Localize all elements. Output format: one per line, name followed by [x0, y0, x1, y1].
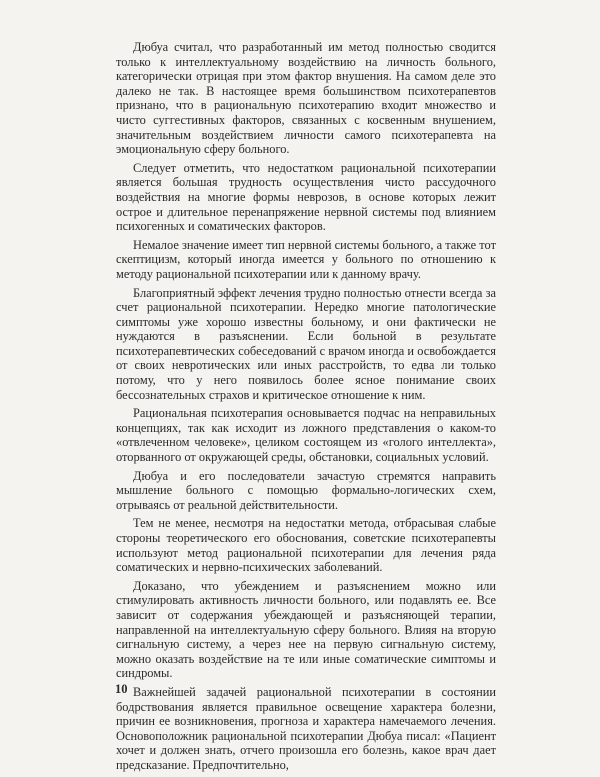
paragraph-7: Тем не менее, несмотря на недостатки метода, отбрасывая слабые стороны теоретического его обоснования, советские психотерапевты используют метод рациональной психотерапии для лечения ряда соматических и нервно-психических заболеваний.: [116, 516, 496, 575]
paragraph-2: Следует отметить, что недостатком рациональной психотерапии является большая трудность осуществления чисто рассудочного воздействия на многие формы неврозов, в основе которых лежит острое и длительное перенапряжение нервной системы под влиянием психогенных и соматических факторов.: [116, 160, 496, 234]
paragraph-9: Важнейшей задачей рациональной психотерапии в состоянии бодрствования является правильное освещение характера болезни, причин ее возникновения, прогноза и характера намечаемого лечения. Основоположник рациональной психотерапии Дюбуа писал: «Пациент хочет и должен знать, отчего произошла его болезнь, какое врач дает предсказание. Предпочтительно,: [116, 684, 496, 772]
paragraph-1: Дюбуа считал, что разработанный им метод полностью сводится только к интеллектуальному воздействию на личность больного, категорически отрицая при этом фактор внушения. На самом деле это далеко не так. В настоящее время большинством психотерапевтов признано, что в рациональную психотерапию входит множество и чисто суггестивных факторов, связанных с косвенным внушением, значительным воздействием личности самого психотерапевта на эмоциональную сферу больного.: [116, 40, 496, 157]
paragraph-5: Рациональная психотерапия основывается подчас на неправильных концепциях, так как исходит из ложного представления о каком-то «отвлеченном человеке», целиком состоящем из «голого интеллекта», оторванного от окружающей среды, обстановки, социальных условий.: [116, 406, 496, 465]
paragraph-8: Доказано, что убеждением и разъяснением можно или стимулировать активность личности больного, или подавлять ее. Все зависит от содержания убеждающей и разъясняющей терапии, направленной на интеллектуальную сферу больного. Влияя на вторую сигнальную систему, а через нее на первую сигнальную систему, можно оказать воздействие на те или иные соматические симптомы и синдромы.: [116, 578, 496, 681]
page-number: 10: [115, 682, 128, 696]
paragraph-6: Дюбуа и его последователи зачастую стремятся направить мышление больного с помощью формально-логических схем, отрываясь от реальной действительности.: [116, 468, 496, 512]
body-text: [116, 40, 496, 777]
paragraph-3: Немалое значение имеет тип нервной системы больного, а также тот скептицизм, который иногда имеется у больного по отношению к методу рациональной психотерапии или к данному врачу.: [116, 237, 496, 281]
paragraph-4: Благоприятный эффект лечения трудно полностью отнести всегда за счет рациональной психотерапии. Нередко многие патологические симптомы уже хорошо известны больному, и они фактически не нуждаются в разъяснении. Если больной в результате психотерапевтических собеседований с врачом иногда и освобождается от своих невротических или иных расстройств, то едва ли только потому, что у него появилось более ясное понимание своих бессознательных страхов и критическое отношение к ним.: [116, 285, 496, 402]
